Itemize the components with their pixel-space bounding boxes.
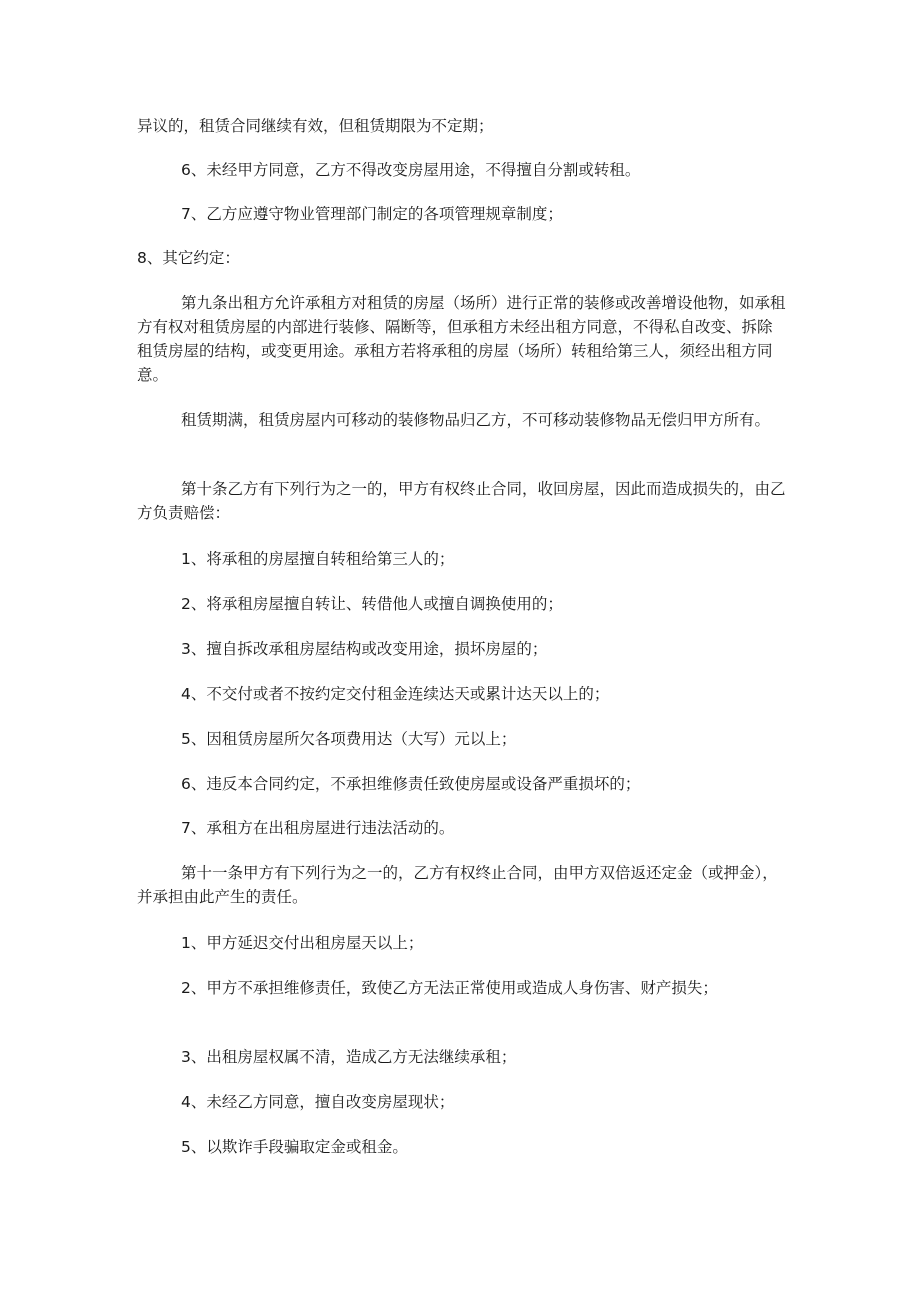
article-10-item-2: 2、将承租房屋擅自转让、转借他人或擅自调换使用的； xyxy=(181,595,563,613)
article-10-item-7: 7、承租方在出租房屋进行违法活动的。 xyxy=(181,819,455,837)
clause-item-6: 6、未经甲方同意，乙方不得改变房屋用途，不得擅自分割或转租。 xyxy=(181,161,641,179)
article-10-item-4: 4、不交付或者不按约定交付租金连续达天或累计达天以上的； xyxy=(181,685,610,703)
clause-item-8: 8、其它约定： xyxy=(137,249,240,267)
article-11: 第十一条甲方有下列行为之一的，乙方有权终止合同，由甲方双倍返还定金（或押金），并承担由此产生的责任。 xyxy=(137,864,778,906)
article-11-item-2: 2、甲方不承担维修责任，致使乙方无法正常使用或造成人身伤害、财产损失； xyxy=(181,979,718,997)
article-11-item-4: 4、未经乙方同意，擅自改变房屋现状； xyxy=(181,1093,455,1111)
lease-expiry-paragraph: 租赁期满，租赁房屋内可移动的装修物品归乙方，不可移动装修物品无偿归甲方所有。 xyxy=(181,411,771,429)
article-11-item-3: 3、出租房屋权属不清，造成乙方无法继续承租； xyxy=(181,1048,517,1066)
paragraph-continuation: 异议的，租赁合同继续有效，但租赁期限为不定期； xyxy=(137,117,494,135)
clause-item-7: 7、乙方应遵守物业管理部门制定的各项管理规章制度； xyxy=(181,205,563,223)
article-10-item-1: 1、将承租的房屋擅自转租给第三人的； xyxy=(181,550,455,568)
article-10-item-6: 6、违反本合同约定，不承担维修责任致使房屋或设备严重损坏的； xyxy=(181,775,641,793)
article-10-item-5: 5、因租赁房屋所欠各项费用达（大写）元以上； xyxy=(181,730,517,748)
article-10-item-3: 3、擅自拆改承租房屋结构或改变用途，损坏房屋的； xyxy=(181,640,548,658)
article-11-item-1: 1、甲方延迟交付出租房屋天以上； xyxy=(181,934,424,952)
article-9: 第九条出租方允许承租方对租赁的房屋（场所）进行正常的装修或改善增设他物，如承租方有权对租赁房屋的内部进行装修、隔断等，但承租方未经出租方同意，不得私自改变、拆除租赁房屋的结构，或变更用途。承租方若将承租的房屋（场所）转租给第三人，须经出租方同意。 xyxy=(137,294,786,384)
article-11-item-5: 5、以欺诈手段骗取定金或租金。 xyxy=(181,1138,408,1156)
article-10: 第十条乙方有下列行为之一的，甲方有权终止合同，收回房屋，因此而造成损失的，由乙方负责赔偿： xyxy=(137,480,786,522)
